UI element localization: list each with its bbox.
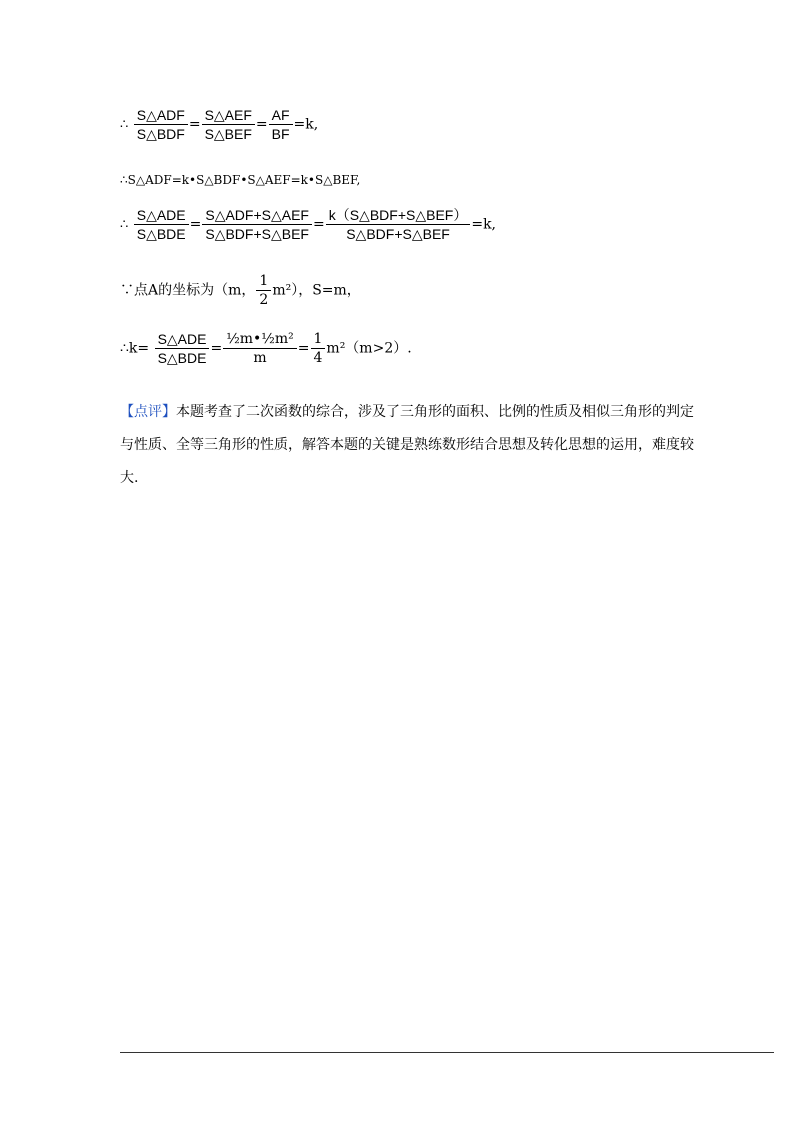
fraction (311, 330, 326, 367)
numerator: S△ADF (134, 106, 188, 125)
numerator: S△ADE (155, 330, 210, 349)
numerator: ½m•½m² (223, 330, 297, 349)
equation-tail: m²（m>2）. (326, 340, 412, 357)
k-equals: ∴k= (120, 340, 150, 357)
equation-line-3: ∴ $\frac{\text{S△ADE}}{\text{S△BDE}}$ = $\frac{\text{S△ADF+S△AEF}}{\text{S△BDF+S△BEF}}$ = $\frac{\text{k（S△BDF+S△BEF）}}{\text{S△BDF+S△BEF}}$ =k, (120, 207, 497, 242)
point-coordinate-tail: m²），S=m， (272, 282, 361, 299)
comment-tag: 【点评】 (120, 404, 176, 420)
denominator: S△BEF (204, 126, 252, 142)
numerator: AF (269, 106, 293, 125)
point-coordinate-text: ∵点A的坐标为（m， (120, 282, 256, 299)
equation-line-1: ∴ $\frac{\text{S△ADF}}{\text{S△BDF}}$ = $\frac{\text{S△AEF}}{\text{S△BEF}}$ = $\frac{AF}{BF}$ =k, (120, 107, 319, 142)
denominator: m (253, 350, 267, 366)
numerator: 1 (311, 330, 326, 349)
numerator: k（S△BDF+S△BEF） (326, 206, 471, 225)
equation-tail: =k, (293, 116, 319, 133)
denominator: S△BDE (136, 226, 186, 242)
denominator: 4 (313, 350, 323, 366)
equation-text: ∴S△ADF=k•S△BDF•S△AEF=k•S△BEF, (120, 173, 361, 187)
fraction (202, 106, 255, 143)
fraction (134, 106, 188, 143)
comment-paragraph (120, 396, 700, 495)
fraction (256, 272, 271, 309)
equation-tail: =k, (471, 216, 497, 233)
footer-divider (120, 1052, 774, 1053)
denominator: S△BDE (157, 350, 207, 366)
fraction (202, 206, 312, 243)
numerator: S△AEF (202, 106, 255, 125)
equation-line-2 (120, 173, 360, 187)
fraction (223, 330, 297, 367)
equation-line-5: ∴k= $\frac{\text{S△ADE}}{\text{S△BDE}}$ = $\frac{\text{½m•½m²}}{m}$ = $\frac{1}{4}$ m²（m>2）. (120, 331, 412, 366)
equation-line-4 (120, 272, 361, 309)
fraction (134, 206, 189, 243)
fraction (326, 206, 471, 243)
numerator: S△ADF+S△AEF (202, 206, 312, 225)
therefore-symbol: ∴ (120, 117, 129, 133)
fraction (269, 106, 293, 143)
numerator: S△ADE (134, 206, 189, 225)
denominator: S△BDF+S△BEF (346, 226, 450, 242)
denominator: S△BDF+S△BEF (205, 226, 309, 242)
comment-text: 本题考查了二次函数的综合，涉及了三角形的面积、比例的性质及相似三角形的判定与性质、全等三角形的性质，解答本题的关键是熟练数形结合思想及转化思想的运用，难度较大. (120, 404, 694, 486)
denominator: S△BDF (136, 126, 185, 142)
numerator: 1 (256, 272, 271, 291)
denominator: BF (271, 126, 290, 142)
denominator: 2 (259, 292, 269, 308)
fraction (155, 330, 210, 367)
therefore-symbol: ∴ (120, 217, 129, 233)
